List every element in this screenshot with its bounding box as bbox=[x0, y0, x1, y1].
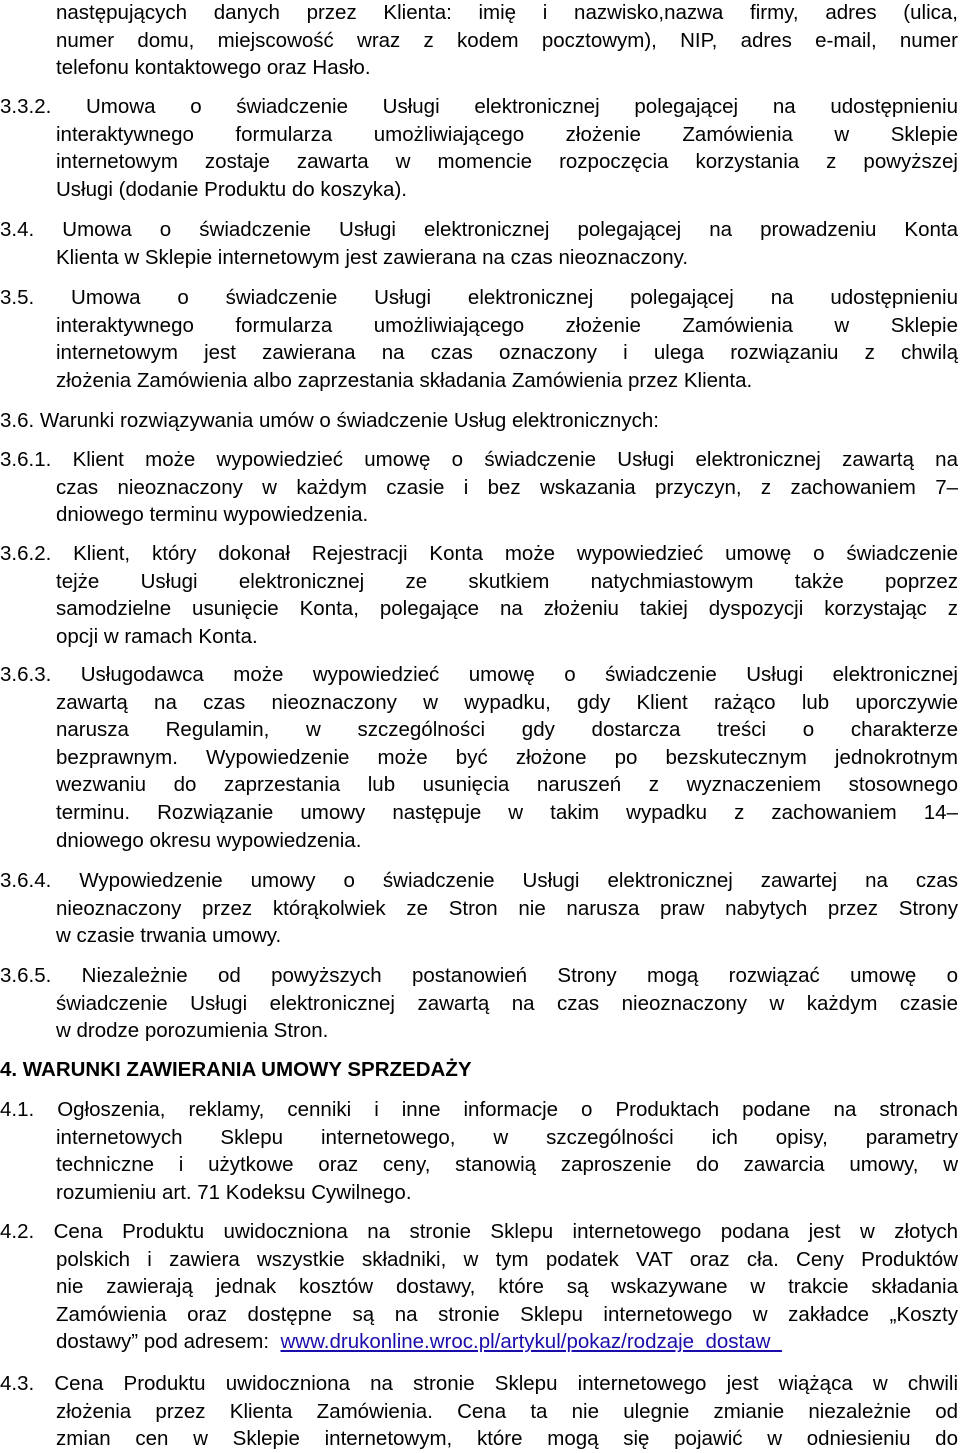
text-line: Usługi (dodanie Produktu do koszyka). bbox=[56, 177, 407, 201]
text-line: 4.3. Cena Produktu uwidoczniona na stronie Sklepu internetowego jest wiążąca w chwili bbox=[0, 1372, 958, 1395]
text-line: wezwaniu do zaprzestania lub usunięcia naruszeń z wyznaczeniem stosownego bbox=[56, 773, 958, 797]
text-line: bezprawnym. Wypowiedzenie może być złożone po bezskutecznym jednokrotnym bbox=[56, 745, 958, 769]
clause-3-6 bbox=[0, 407, 960, 435]
text-line: zawartą na czas nieoznaczony w wypadku, gdy Klient rażąco lub uporczywie bbox=[56, 690, 958, 714]
section-heading: 4. WARUNKI ZAWIERANIA UMOWY SPRZEDAŻY bbox=[0, 1058, 472, 1081]
text-line: 4.1. Ogłoszenia, reklamy, cenniki i inne informacje o Produktach podane na stronach bbox=[0, 1098, 958, 1121]
text-line: samodzielne usunięcie Konta, polegające na złożeniu takiej dyspozycji korzystając z bbox=[56, 597, 958, 621]
text-line: dniowego okresu wypowiedzenia. bbox=[56, 828, 362, 852]
clause-3-6-2 bbox=[0, 540, 960, 650]
text-line: 3.6.3. Usługodawca może wypowiedzieć umowę o świadczenie Usługi elektronicznej bbox=[0, 663, 958, 686]
text-line: numer domu, miejscowość wraz z kodem pocztowym), NIP, adres e-mail, numer bbox=[56, 28, 958, 52]
clause-4-1 bbox=[0, 1096, 960, 1206]
text-line: w czasie trwania umowy. bbox=[56, 924, 282, 948]
text-line: czas nieoznaczony w każdym czasie i bez wskazania przyczyn, z zachowaniem 7– bbox=[56, 475, 958, 499]
text-line: 3.4. Umowa o świadczenie Usługi elektronicznej polegającej na prowadzeniu Konta bbox=[0, 218, 958, 241]
text-line: narusza Regulamin, w szczególności gdy dostarcza treści o charakterze bbox=[56, 718, 958, 742]
text-line: techniczne i użytkowe oraz ceny, stanowią zaproszenie do zawarcia umowy, w bbox=[56, 1153, 958, 1177]
text-line: 3.6.2. Klient, który dokonał Rejestracji Konta może wypowiedzieć umowę o świadczenie bbox=[0, 542, 958, 565]
clause-4-2 bbox=[0, 1218, 960, 1356]
clause-3-3-2 bbox=[0, 93, 960, 203]
text-line: 3.6.4. Wypowiedzenie umowy o świadczenie Usługi elektronicznej zawartej na czas bbox=[0, 869, 958, 892]
clause-4-3 bbox=[0, 1370, 960, 1453]
text-line: następujących danych przez Klienta: imię i nazwisko,nazwa firmy, adres (ulica, bbox=[56, 1, 958, 24]
text-line: 3.6.5. Niezależnie od powyższych postanowień Strony mogą rozwiązać umowę o bbox=[0, 964, 958, 987]
text-line: Zamówienia oraz dostępne są na stronie Sklepu internetowego w zakładce „Koszty bbox=[56, 1302, 958, 1326]
text-line: interaktywnego formularza umożliwiającego złożenie Zamówienia w Sklepie bbox=[56, 313, 958, 337]
text-line-with-link bbox=[0, 1328, 960, 1356]
text-line: internetowych Sklepu internetowego, w szczególności ich opisy, parametry bbox=[56, 1125, 958, 1149]
clause-3-6-1 bbox=[0, 446, 960, 529]
text-line: 3.5. Umowa o świadczenie Usługi elektronicznej polegającej na udostępnieniu bbox=[0, 286, 958, 309]
clause-3-5 bbox=[0, 284, 960, 394]
text-line: złożenia przez Klienta Zamówienia. Cena ta nie ulegnie zmianie niezależnie od bbox=[56, 1399, 958, 1423]
clause-3-6-3 bbox=[0, 661, 960, 854]
text-line: polskich i zawiera wszystkie składniki, w tym podatek VAT oraz cła. Ceny Produktów bbox=[56, 1247, 958, 1271]
text-line: opcji w ramach Konta. bbox=[56, 624, 258, 648]
text-line: 3.6.1. Klient może wypowiedzieć umowę o świadczenie Usługi elektronicznej zawartą na bbox=[0, 448, 958, 471]
text-line: internetowym zostaje zawarta w momencie rozpoczęcia korzystania z powyższej bbox=[56, 150, 958, 174]
text-line: dniowego terminu wypowiedzenia. bbox=[56, 503, 369, 527]
text-line: interaktywnego formularza umożliwiającego złożenie Zamówienia w Sklepie bbox=[56, 122, 958, 146]
clause-3-6-5 bbox=[0, 962, 960, 1045]
text-line: internetowym jest zawierana na czas oznaczony i ulega rozwiązaniu z chwilą bbox=[56, 341, 958, 365]
text-line: rozumieniu art. 71 Kodeksu Cywilnego. bbox=[56, 1180, 412, 1204]
text-line: nieoznaczony przez którąkolwiek ze Stron nie narusza praw nabytych przez Strony bbox=[56, 896, 958, 920]
text-line: tejże Usługi elektronicznej ze skutkiem natychmiastowym także poprzez bbox=[56, 569, 958, 593]
text-line: 3.6. Warunki rozwiązywania umów o świadczenie Usług elektronicznych: bbox=[0, 409, 659, 432]
clause-3-4 bbox=[0, 216, 960, 271]
text-line: świadczenie Usługi elektronicznej zawartą na czas nieoznaczony w każdym czasie bbox=[56, 991, 958, 1015]
text-line: zmian cen w Sklepie internetowym, które mogą się pojawić w odniesieniu do bbox=[56, 1427, 958, 1451]
text-line: nie zawierają jednak kosztów dostawy, które są wskazywane w trakcie składania bbox=[56, 1275, 958, 1299]
text-line: w drodze porozumienia Stron. bbox=[56, 1019, 329, 1043]
text-line: 4.2. Cena Produktu uwidoczniona na stronie Sklepu internetowego podana jest w złotych bbox=[0, 1220, 958, 1243]
text-line: telefonu kontaktowego oraz Hasło. bbox=[56, 56, 371, 80]
text-line: terminu. Rozwiązanie umowy następuje w takim wypadku z zachowaniem 14– bbox=[56, 800, 958, 824]
clause-3-6-4 bbox=[0, 867, 960, 950]
link-prefix: dostawy” pod adresem: bbox=[56, 1330, 270, 1354]
text-line: Klienta w Sklepie internetowym jest zawierana na czas nieoznaczony. bbox=[56, 245, 689, 269]
shipping-costs-link[interactable]: www.drukonline.wroc.pl/artykul/pokaz/rodzaje_dostaw_ bbox=[280, 1330, 782, 1354]
paragraph-intro-continuation bbox=[0, 0, 960, 82]
text-line: 3.3.2. Umowa o świadczenie Usługi elektronicznej polegającej na udostępnieniu bbox=[0, 95, 958, 118]
text-line: złożenia Zamówienia albo zaprzestania składania Zamówienia przez Klienta. bbox=[56, 368, 753, 392]
